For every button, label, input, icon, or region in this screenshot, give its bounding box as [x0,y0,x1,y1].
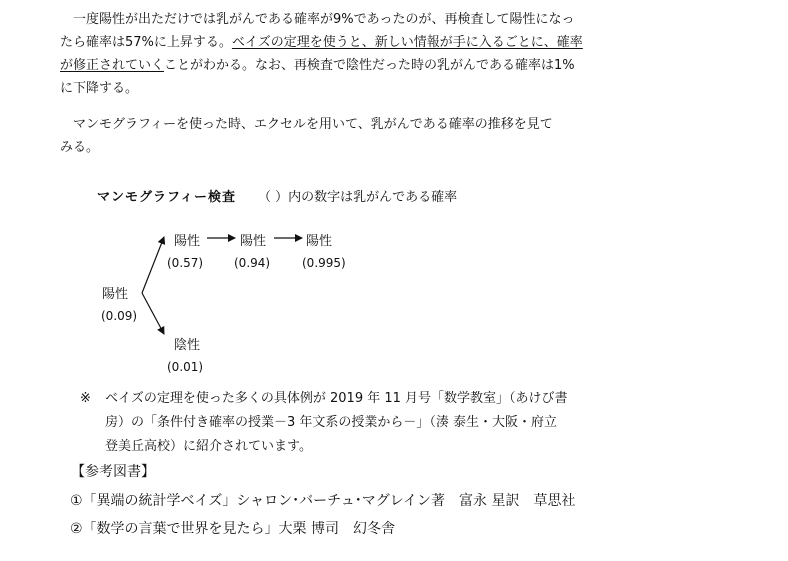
positive-2-label: 陽性 [240,234,267,249]
paragraph-1-line-3-text: ことがわかる。なお、再検査で陰性だった時の乳がんである確率は1% [164,58,575,73]
positive-1-label: 陽性 [174,234,201,249]
arrow-to-negative [142,293,164,334]
positive-2-value: (0.94) [234,256,271,270]
positive-3-value: (0.995) [302,256,346,270]
paragraph-1-line-4: に下降する。 [60,81,139,96]
paragraph-2-line-1: マンモグラフィーを使った時、エクセルを用いて、乳がんである確率の推移を見て [60,117,553,132]
paragraph-1-line-2-text: たら確率は57%に上昇する。 [60,35,232,50]
reference-item-1: ①「異端の統計学ベイズ」シャロン･バーチュ･マグレイン著 富永 星訳 草思社 [70,493,576,509]
footnote-mark: ※ [80,391,91,406]
negative-value: (0.01) [167,360,204,374]
paragraph-2-line-2: みる。 [60,140,100,155]
underlined-phrase-1: ベイズの定理を使うと、新しい情報が手に入るごとに、確率 [231,35,583,50]
positive-1-value: (0.57) [167,256,204,270]
diagram-title-bold: マンモグラフィー検査 [97,190,236,205]
negative-label: 陰性 [174,338,201,353]
diagram-title-note: （ ）内の数字は乳がんである確率 [257,190,458,205]
footnote-line-2: 房）の「条件付き確率の授業－3 年文系の授業から－」（湊 泰生・大阪・府立 [105,415,558,430]
references-heading: 【参考図書】 [71,464,155,480]
footnote-line-1: ベイズの定理を使った多くの具体例が 2019 年 11 月号「数学教室」（あけび書 [105,391,568,406]
paragraph-1-line-1: 一度陽性が出ただけでは乳がんである確率が9%であったのが、再検査して陽性になっ [60,12,575,27]
reference-item-2: ②「数学の言葉で世界を見たら」大栗 博司 幻冬舎 [70,521,395,537]
underlined-phrase-2: が修正されていく [60,58,165,73]
root-positive-value: (0.09) [101,309,138,323]
arrow-to-positive-1 [142,237,164,293]
root-positive-label: 陽性 [102,287,129,302]
footnote-line-3: 登美丘高校）に紹介されています。 [105,439,312,454]
positive-3-label: 陽性 [306,234,333,249]
